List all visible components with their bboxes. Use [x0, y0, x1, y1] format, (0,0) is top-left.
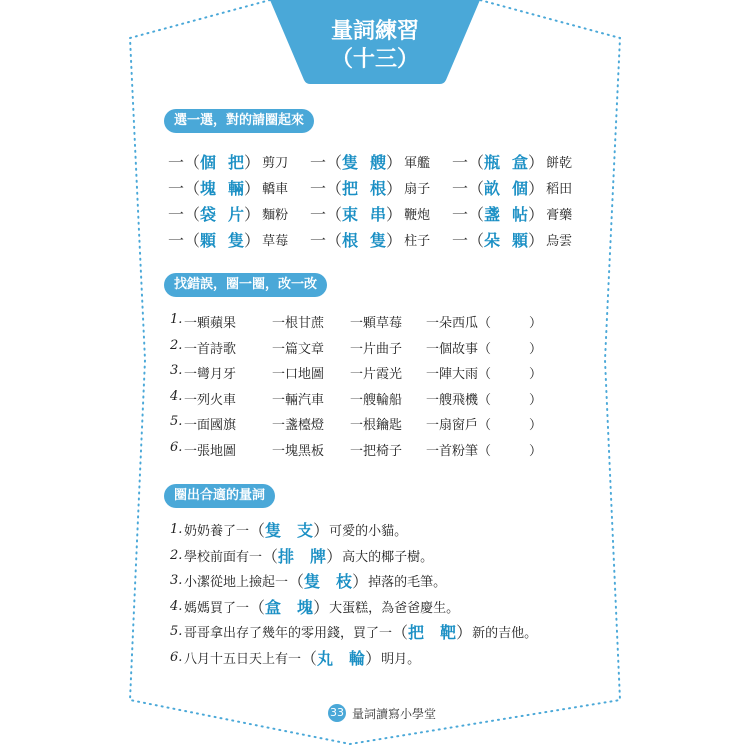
choice-group [310, 202, 452, 225]
option-2[interactable]: 輛 [228, 179, 245, 198]
option-1[interactable]: 隻 [304, 572, 321, 591]
noun: 膏藥 [546, 208, 573, 223]
sentence-end: 高大的椰子樹。 [342, 549, 434, 565]
error-row [170, 312, 542, 331]
choice-group [310, 150, 452, 173]
one-char: 一（ [452, 153, 485, 172]
close-paren: ） [244, 231, 261, 250]
close-paren: ） [386, 153, 403, 172]
option-1[interactable]: 個 [200, 153, 217, 172]
choice-group [452, 202, 594, 225]
close-paren: ） [528, 153, 545, 172]
phrase[interactable]: 一首粉筆 [426, 443, 479, 459]
one-char: 一（ [168, 231, 201, 250]
option-1[interactable]: 丸 [317, 648, 334, 668]
answer-blank[interactable]: （ ） [478, 418, 543, 433]
phrase[interactable]: 一面國旗 [184, 418, 237, 433]
phrase[interactable]: 一朵西瓜 [426, 316, 479, 331]
option-2[interactable]: 個 [512, 179, 529, 198]
phrase[interactable]: 一片霞光 [350, 367, 403, 382]
one-char: 一（ [310, 231, 343, 250]
item-number: 5. [170, 414, 183, 429]
phrase[interactable]: 一片曲子 [350, 341, 403, 357]
close-paren: ） [528, 179, 545, 198]
option-2[interactable]: 隻 [228, 231, 245, 250]
one-char: 一（ [452, 231, 485, 250]
choice-row [168, 202, 594, 225]
phrase[interactable]: 一輛汽車 [272, 392, 325, 408]
item-number: 5. [170, 624, 183, 639]
item-number: 6. [170, 649, 183, 665]
noun: 餅乾 [546, 156, 573, 171]
item-number: 3. [170, 363, 183, 378]
error-row [170, 389, 542, 408]
noun: 剪刀 [262, 156, 289, 171]
close-paren: ） [386, 205, 403, 224]
item-number: 4. [170, 598, 183, 614]
sentence-start: 學校前面有一 [184, 549, 263, 565]
option-2[interactable]: 塊 [297, 597, 314, 617]
close-paren: ） [352, 572, 369, 591]
close-paren: ） [365, 648, 382, 668]
sentence-end: 掉落的毛筆。 [368, 575, 447, 590]
sentence-row [170, 595, 459, 618]
sentence-end: 大蛋糕，為爸爸慶生。 [329, 600, 460, 616]
option-1[interactable]: 畝 [484, 179, 501, 198]
phrase[interactable]: 一陣大雨 [426, 367, 479, 382]
sentence-row [170, 646, 420, 669]
option-2[interactable]: 把 [228, 153, 245, 172]
one-char: 一（ [168, 153, 201, 172]
option-2[interactable]: 艘 [370, 153, 387, 172]
phrase[interactable]: 一列火車 [184, 392, 237, 408]
sentence-start: 哥哥拿出存了幾年的零用錢，買了一 [184, 626, 393, 641]
one-char: 一（ [452, 179, 485, 198]
close-paren: ） [244, 179, 261, 198]
section-3-label: 圈出合適的量詞 [164, 484, 275, 508]
error-row [170, 440, 542, 459]
choice-row [168, 228, 594, 251]
option-1[interactable]: 隻 [342, 153, 359, 172]
close-paren: ） [456, 623, 473, 642]
noun: 烏雲 [546, 234, 573, 249]
open-paren: （ [249, 597, 266, 617]
answer-blank[interactable]: （ ） [478, 392, 543, 408]
phrase[interactable]: 一根鑰匙 [350, 418, 403, 433]
one-char: 一（ [310, 205, 343, 224]
section-2-label: 找錯誤，圈一圈，改一改 [164, 273, 327, 297]
choice-group [452, 228, 594, 251]
choice-group [168, 150, 310, 173]
sentence-start: 小潔從地上撿起一 [184, 575, 289, 590]
noun: 麵粉 [262, 208, 289, 223]
phrase[interactable]: 一塊黑板 [272, 443, 325, 459]
one-char: 一（ [452, 205, 485, 224]
open-paren: （ [249, 521, 266, 540]
phrase[interactable]: 一顆蘋果 [184, 316, 237, 331]
phrase[interactable]: 一把椅子 [350, 443, 403, 459]
option-1[interactable]: 塊 [200, 179, 217, 198]
option-1[interactable]: 隻 [265, 521, 282, 540]
option-1[interactable]: 排 [278, 546, 295, 566]
phrase[interactable]: 一口地圖 [272, 367, 325, 382]
sentence-start: 媽媽買了一 [184, 600, 250, 616]
page-title: 量詞練習 （十三） [330, 19, 419, 72]
choice-group [168, 176, 310, 199]
item-number: 3. [170, 573, 183, 588]
choice-group [452, 176, 594, 199]
phrase[interactable]: 一個故事 [426, 341, 479, 357]
book-title: 量詞讀寫小學堂 [352, 706, 437, 721]
noun: 草莓 [262, 234, 289, 249]
noun: 柱子 [404, 234, 431, 249]
close-paren: ） [313, 521, 330, 540]
sentence-end: 明月。 [381, 651, 421, 667]
noun: 鞭炮 [404, 208, 431, 223]
sentence-row [170, 518, 407, 541]
option-1[interactable]: 把 [342, 179, 359, 198]
answer-blank[interactable]: （ ） [478, 367, 543, 382]
option-1[interactable]: 盞 [484, 205, 501, 224]
close-paren: ） [528, 231, 545, 250]
close-paren: ） [244, 153, 261, 172]
option-2[interactable]: 牌 [310, 546, 327, 566]
sentence-end: 可愛的小貓。 [329, 524, 408, 539]
sentence-row [170, 569, 446, 592]
close-paren: ） [386, 179, 403, 198]
option-1[interactable]: 盒 [265, 597, 282, 617]
phrase[interactable]: 一盞檯燈 [272, 418, 325, 433]
one-char: 一（ [168, 179, 201, 198]
option-2[interactable]: 支 [297, 521, 314, 540]
page-number: 33 [328, 704, 346, 722]
phrase[interactable]: 一顆草莓 [350, 316, 403, 331]
option-2[interactable]: 盒 [512, 153, 529, 172]
option-2[interactable]: 根 [370, 179, 387, 198]
option-1[interactable]: 根 [342, 231, 359, 250]
item-number: 1. [170, 312, 183, 327]
sentence-row [170, 544, 433, 567]
section-1-label: 選一選，對的請圈起來 [164, 109, 314, 133]
sentence-end: 新的吉他。 [472, 626, 538, 641]
one-char: 一（ [310, 179, 343, 198]
option-2[interactable]: 顆 [512, 231, 529, 250]
phrase[interactable]: 一扇窗戶 [426, 418, 479, 433]
error-row [170, 414, 542, 433]
phrase[interactable]: 一彎月牙 [184, 367, 237, 382]
phrase[interactable]: 一根甘蔗 [272, 316, 325, 331]
item-number: 1. [170, 522, 183, 537]
choice-row [168, 176, 594, 199]
item-number: 2. [170, 337, 183, 353]
close-paren: ） [326, 546, 343, 566]
phrase[interactable]: 一篇文章 [272, 341, 325, 357]
answer-blank[interactable]: （ ） [478, 443, 543, 459]
close-paren: ） [386, 231, 403, 250]
option-2[interactable]: 輪 [349, 648, 366, 668]
open-paren: （ [301, 648, 318, 668]
noun: 稻田 [546, 182, 573, 197]
option-1[interactable]: 顆 [200, 231, 217, 250]
close-paren: ） [528, 205, 545, 224]
phrase[interactable]: 一艘輪船 [350, 392, 403, 408]
option-2[interactable]: 片 [228, 205, 245, 224]
choice-group [452, 150, 594, 173]
option-1[interactable]: 瓶 [484, 153, 501, 172]
noun: 軍艦 [404, 156, 431, 171]
error-row [170, 363, 542, 382]
page-footer [328, 704, 436, 722]
open-paren: （ [392, 623, 409, 642]
item-number: 6. [170, 439, 183, 455]
answer-blank[interactable]: （ ） [478, 341, 543, 357]
phrase[interactable]: 一張地圖 [184, 443, 237, 459]
choice-row [168, 150, 594, 173]
choice-group [310, 228, 452, 251]
noun: 扇子 [404, 182, 431, 197]
sentence-start: 八月十五日天上有一 [184, 651, 302, 667]
open-paren: （ [262, 546, 279, 566]
open-paren: （ [288, 572, 305, 591]
choice-group [168, 202, 310, 225]
one-char: 一（ [168, 205, 201, 224]
item-number: 2. [170, 547, 183, 563]
option-2[interactable]: 枝 [336, 572, 353, 591]
item-number: 4. [170, 388, 183, 404]
option-2[interactable]: 帖 [512, 205, 529, 224]
one-char: 一（ [310, 153, 343, 172]
close-paren: ） [313, 597, 330, 617]
option-2[interactable]: 靶 [440, 623, 457, 642]
phrase[interactable]: 一艘飛機 [426, 392, 479, 408]
phrase[interactable]: 一首詩歌 [184, 341, 237, 357]
option-1[interactable]: 袋 [200, 205, 217, 224]
answer-blank[interactable]: （ ） [478, 316, 543, 331]
choice-group [168, 228, 310, 251]
close-paren: ） [244, 205, 261, 224]
sentence-start: 奶奶養了一 [184, 524, 250, 539]
option-2[interactable]: 串 [370, 205, 387, 224]
sentence-row [170, 620, 537, 643]
option-1[interactable]: 朵 [484, 231, 501, 250]
choice-group [310, 176, 452, 199]
noun: 轎車 [262, 182, 289, 197]
option-2[interactable]: 隻 [370, 231, 387, 250]
option-1[interactable]: 把 [408, 623, 425, 642]
error-row [170, 338, 542, 357]
option-1[interactable]: 束 [342, 205, 359, 224]
